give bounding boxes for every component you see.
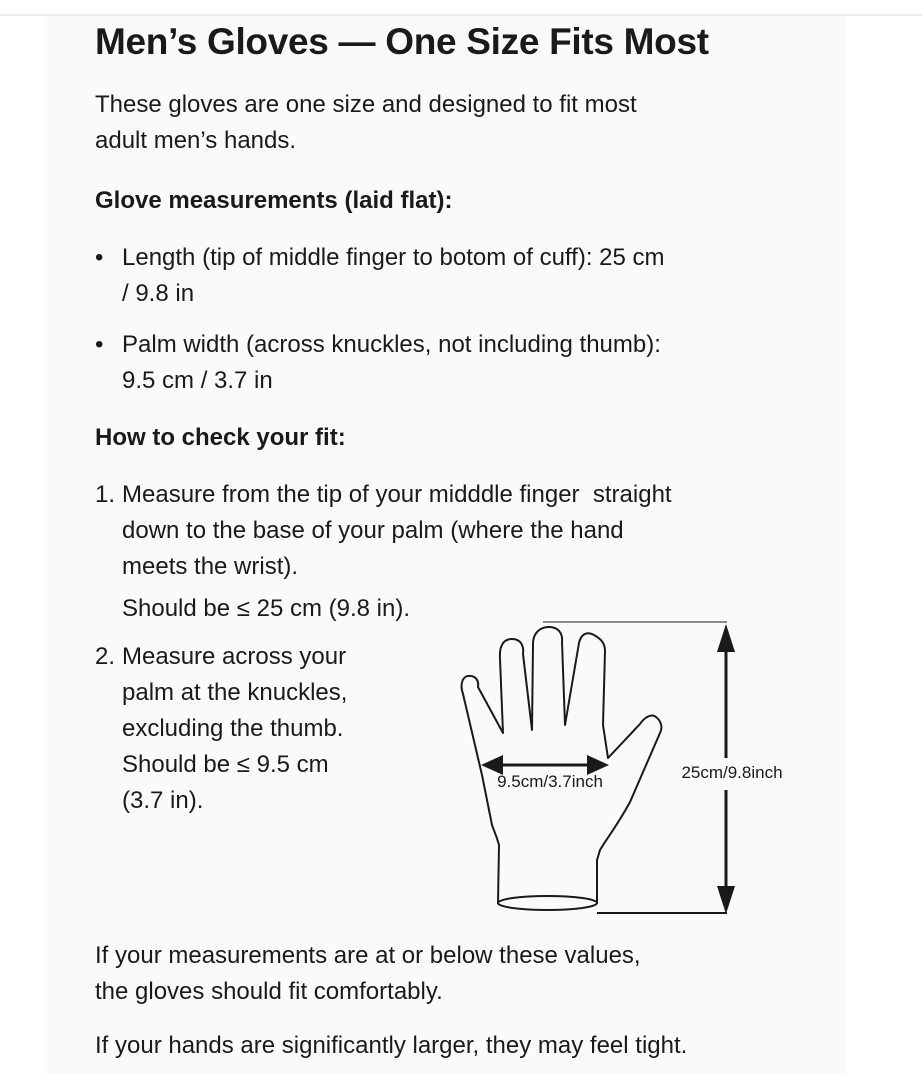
step-line: Should be ≤ 9.5 cm: [122, 751, 329, 778]
summary-line: If your measurements are at or below these values,: [95, 942, 641, 969]
arrow-down-head: [717, 886, 735, 914]
bullet-marker: •: [95, 244, 104, 271]
fit-summary-paragraph: [95, 938, 846, 1010]
content-card: [45, 16, 846, 1074]
measurements-heading: Glove measurements (laid flat):: [95, 187, 453, 214]
top-margin: [0, 0, 922, 14]
summary-line: the gloves should fit comfortably.: [95, 978, 443, 1005]
fit-heading: How to check your fit:: [95, 424, 346, 451]
list-item-text: [122, 240, 665, 312]
step-line: (3.7 in).: [122, 787, 204, 814]
step-requirement: Should be ≤ 25 cm (9.8 in).: [122, 595, 410, 622]
intro-paragraph: [95, 87, 846, 159]
step-line: down to the base of your palm (where the hand: [122, 517, 624, 544]
list-item-text: [122, 327, 661, 399]
step-number: 1.: [95, 481, 116, 508]
step-item: [95, 477, 846, 627]
tight-fit-note: [95, 1028, 846, 1064]
step-line: excluding the thumb.: [122, 715, 344, 742]
bullet-marker: •: [95, 331, 104, 358]
list-item-line: Palm width (across knuckles, not including thumb):: [122, 331, 661, 358]
list-item-line: / 9.8 in: [122, 280, 195, 307]
list-item-line: 9.5 cm / 3.7 in: [122, 367, 273, 394]
list-item-line: Length (tip of middle finger to botom of cuff): 25 cm: [122, 244, 665, 271]
step-text: [122, 477, 672, 627]
step-text: [122, 639, 347, 819]
list-item: [95, 240, 846, 312]
step-line: meets the wrist).: [122, 553, 299, 580]
width-dimension-label: 9.5cm/3.7inch: [497, 772, 603, 791]
step-number: 2.: [95, 643, 116, 670]
intro-line: These gloves are one size and designed to fit most: [95, 91, 637, 118]
step-line: Measure across your: [122, 643, 347, 670]
step-line: Measure from the tip of your midddle finger straight: [122, 481, 672, 508]
arrow-up-head: [717, 624, 735, 652]
note-line: If your hands are significantly larger, they may feel tight.: [95, 1032, 688, 1059]
length-dimension-label: 25cm/9.8inch: [681, 763, 783, 782]
measurements-list: [95, 240, 846, 399]
glove-diagram: [455, 612, 845, 937]
step-line: palm at the knuckles,: [122, 679, 348, 706]
cuff-ellipse: [498, 896, 597, 910]
intro-line: adult men’s hands.: [95, 127, 297, 154]
page-title: Men’s Gloves — One Size Fits Most: [95, 21, 709, 62]
list-item: [95, 327, 846, 399]
